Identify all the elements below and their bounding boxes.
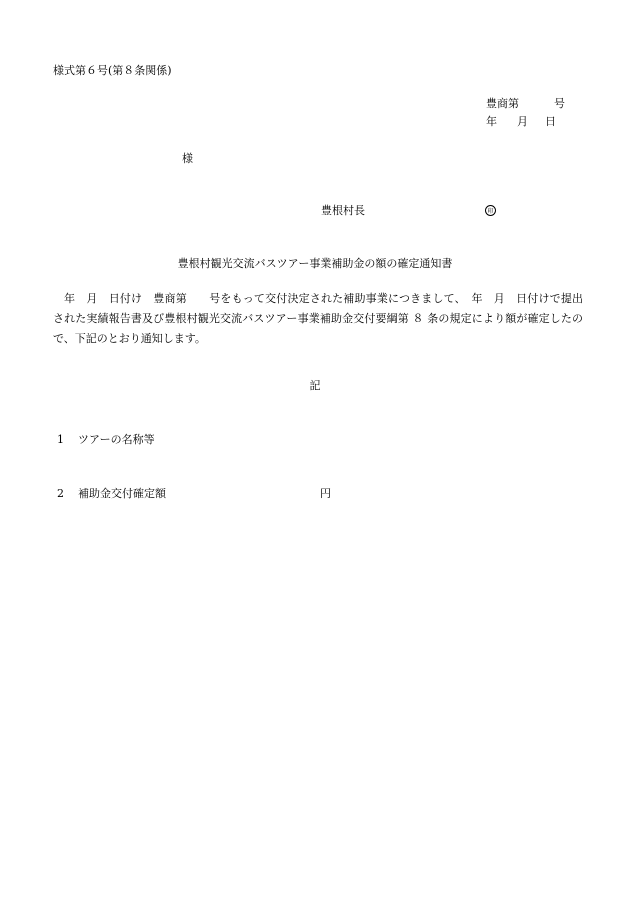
- amount-unit: 円: [320, 487, 331, 500]
- document-number-prefix: 豊商第: [486, 97, 519, 110]
- item-label: 補助金交付確定額: [78, 487, 166, 500]
- item-number: 2: [57, 487, 64, 500]
- document-number-suffix: 号: [554, 97, 565, 110]
- item-tour-name: [57, 433, 155, 447]
- form-number: 様式第６号(第８条関係): [53, 64, 172, 77]
- date-day: 日: [545, 115, 556, 128]
- document-title: 豊根村観光交流バスツアー事業補助金の額の確定通知書: [177, 257, 453, 270]
- item-label: ツアーの名称等: [78, 433, 155, 446]
- date-month: 月: [517, 115, 528, 128]
- document-number: [486, 97, 565, 111]
- issuer: 豊根村長: [321, 204, 365, 217]
- ki-heading: 記: [309, 379, 321, 392]
- seal-icon: 印: [485, 205, 496, 216]
- item-number: 1: [57, 433, 64, 446]
- date-year: 年: [486, 115, 497, 128]
- document-date: [486, 115, 556, 129]
- addressee: 様: [182, 152, 193, 165]
- body-paragraph: 年 月 日付け 豊商第 号をもって交付決定された補助事業につきまして、 年 月 日付けで提出された実績報告書及び豊根村観光交流バスツアー事業補助金交付要綱第 ８ 条の規定により額が確定したので、下記のとおり通知します。: [53, 292, 583, 345]
- item-subsidy-amount: [57, 487, 166, 501]
